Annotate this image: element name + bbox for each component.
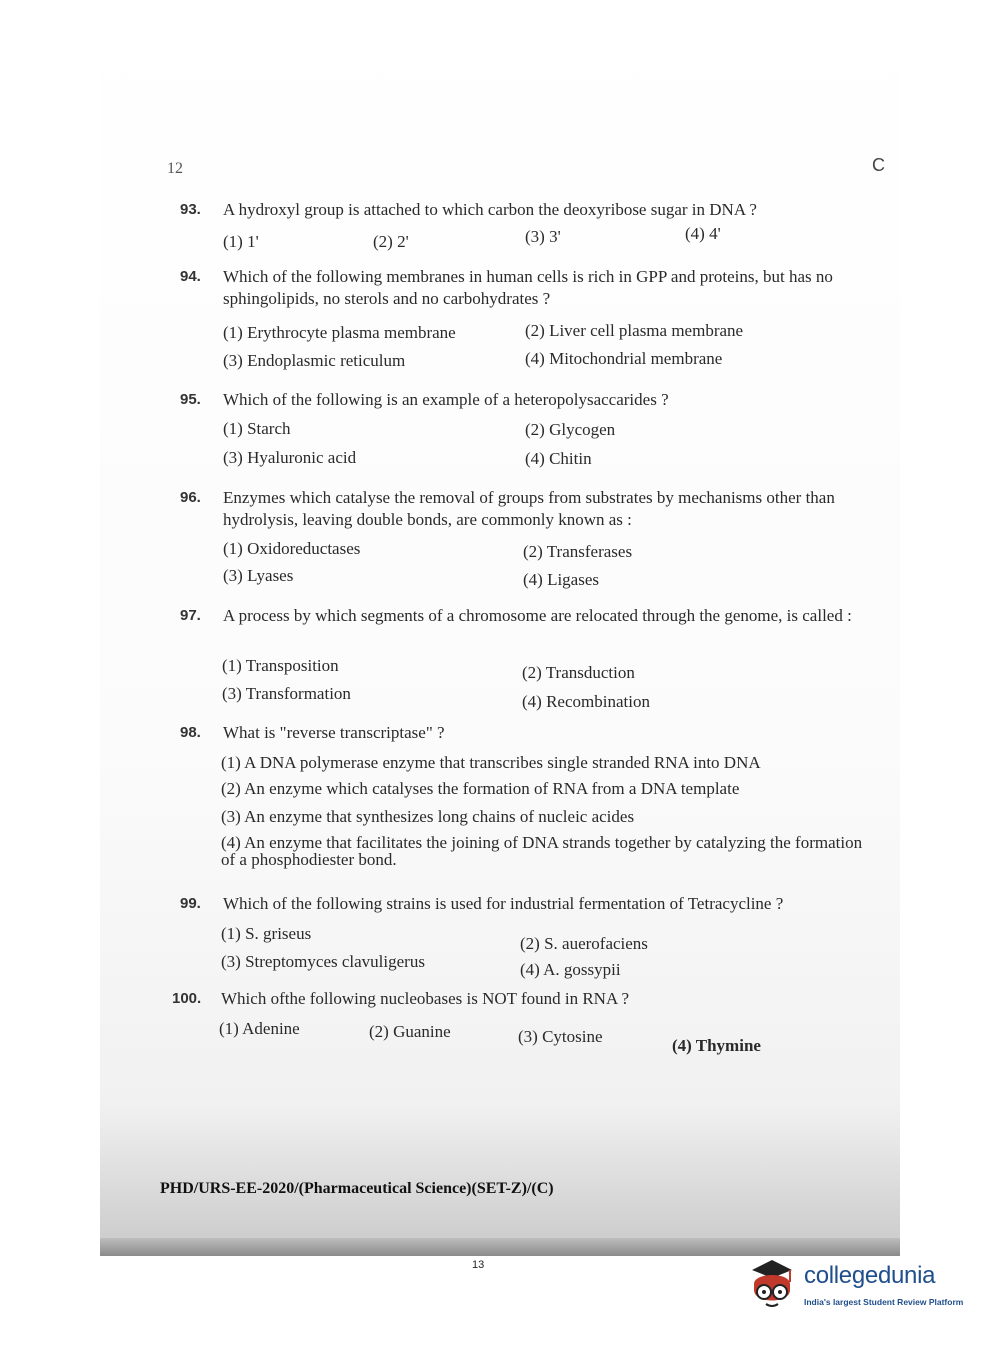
option-3: (3) Streptomyces clavuligerus	[221, 952, 425, 971]
brand-tagline: India's largest Student Review Platform	[804, 1297, 964, 1307]
pdf-page-number: 13	[472, 1259, 485, 1271]
option-3: (3) Lyases	[223, 566, 294, 585]
option-4: (4) Mitochondrial membrane	[525, 349, 723, 368]
brand-name: collegedunia	[804, 1262, 936, 1289]
option-3: (3) An enzyme that synthesizes long chains of nucleic acides	[221, 807, 635, 826]
option-4: (4) Ligases	[523, 570, 600, 589]
option-2: (2) Transduction	[522, 663, 635, 682]
printed-page-number: 12	[167, 160, 183, 177]
collegedunia-logo[interactable]	[746, 1252, 976, 1316]
question-number: 95.	[180, 391, 201, 408]
question-text: A process by which segments of a chromosome are relocated through the genome, is called :	[223, 606, 852, 625]
option-4: (4) A. gossypii	[520, 960, 621, 979]
option-4: (4) An enzyme that facilitates the joining of DNA strands together by catalyzing the formation of a phosphodiester bond.	[221, 833, 863, 869]
option-3: (3) 3'	[525, 227, 561, 246]
option-1: (1) Transposition	[222, 656, 339, 675]
option-1: (1) Oxidoreductases	[223, 539, 361, 558]
option-4: (4) Recombination	[522, 692, 650, 711]
option-4: (4) Chitin	[525, 449, 592, 468]
scanned-page	[100, 0, 900, 1255]
option-1: (1) S. griseus	[221, 924, 312, 943]
question-text: Which of the following membranes in human cells is rich in GPP and proteins, but has no sphingolipids, no sterols and no carbohydrates ?	[223, 267, 833, 308]
question-text: What is "reverse transcriptase" ?	[223, 723, 445, 742]
option-1: (1) Starch	[223, 419, 291, 438]
option-1: (1) Adenine	[219, 1019, 300, 1038]
option-1: (1) Erythrocyte plasma membrane	[223, 323, 456, 342]
option-1: (1) A DNA polymerase enzyme that transcribes single stranded RNA into DNA	[221, 753, 761, 772]
option-2: (2) An enzyme which catalyses the formation of RNA from a DNA template	[221, 779, 740, 798]
option-2: (2) Glycogen	[525, 420, 616, 439]
option-2: (2) Liver cell plasma membrane	[525, 321, 744, 340]
question-text: Enzymes which catalyse the removal of groups from substrates by mechanisms other than hydrolysis, leaving double bonds, are commonly known as :	[223, 488, 835, 529]
question-text: Which of the following is an example of a heteropolysaccarides ?	[223, 390, 669, 409]
option-2: (2) Guanine	[369, 1022, 451, 1041]
option-2: (2) S. auerofaciens	[520, 934, 648, 953]
question-number: 97.	[180, 607, 201, 624]
option-4: (4) Thymine	[672, 1036, 761, 1055]
option-2: (2) Transferases	[523, 542, 633, 561]
question-number: 94.	[180, 268, 201, 285]
question-number: 100.	[172, 990, 202, 1007]
question-number: 96.	[180, 489, 201, 506]
question-number: 93.	[180, 201, 201, 218]
option-3: (3) Endoplasmic reticulum	[223, 351, 406, 370]
question-text: Which ofthe following nucleobases is NOT found in RNA ?	[221, 989, 630, 1008]
graduate-mascot-icon	[746, 1256, 798, 1317]
option-3: (3) Cytosine	[518, 1027, 603, 1046]
question-number: 98.	[180, 724, 201, 741]
option-3: (3) Transformation	[222, 684, 351, 703]
option-4: (4) 4'	[685, 224, 721, 243]
option-3: (3) Hyaluronic acid	[223, 448, 357, 467]
question-text: Which of the following strains is used for industrial fermentation of Tetracycline ?	[223, 894, 784, 913]
set-letter: C	[872, 155, 885, 175]
option-1: (1) 1'	[223, 232, 259, 251]
paper-code: PHD/URS-EE-2020/(Pharmaceutical Science)(SET-Z)/(C)	[160, 1180, 554, 1197]
option-2: (2) 2'	[373, 232, 409, 251]
question-text: A hydroxyl group is attached to which carbon the deoxyribose sugar in DNA ?	[223, 200, 757, 219]
question-number: 99.	[180, 895, 201, 912]
